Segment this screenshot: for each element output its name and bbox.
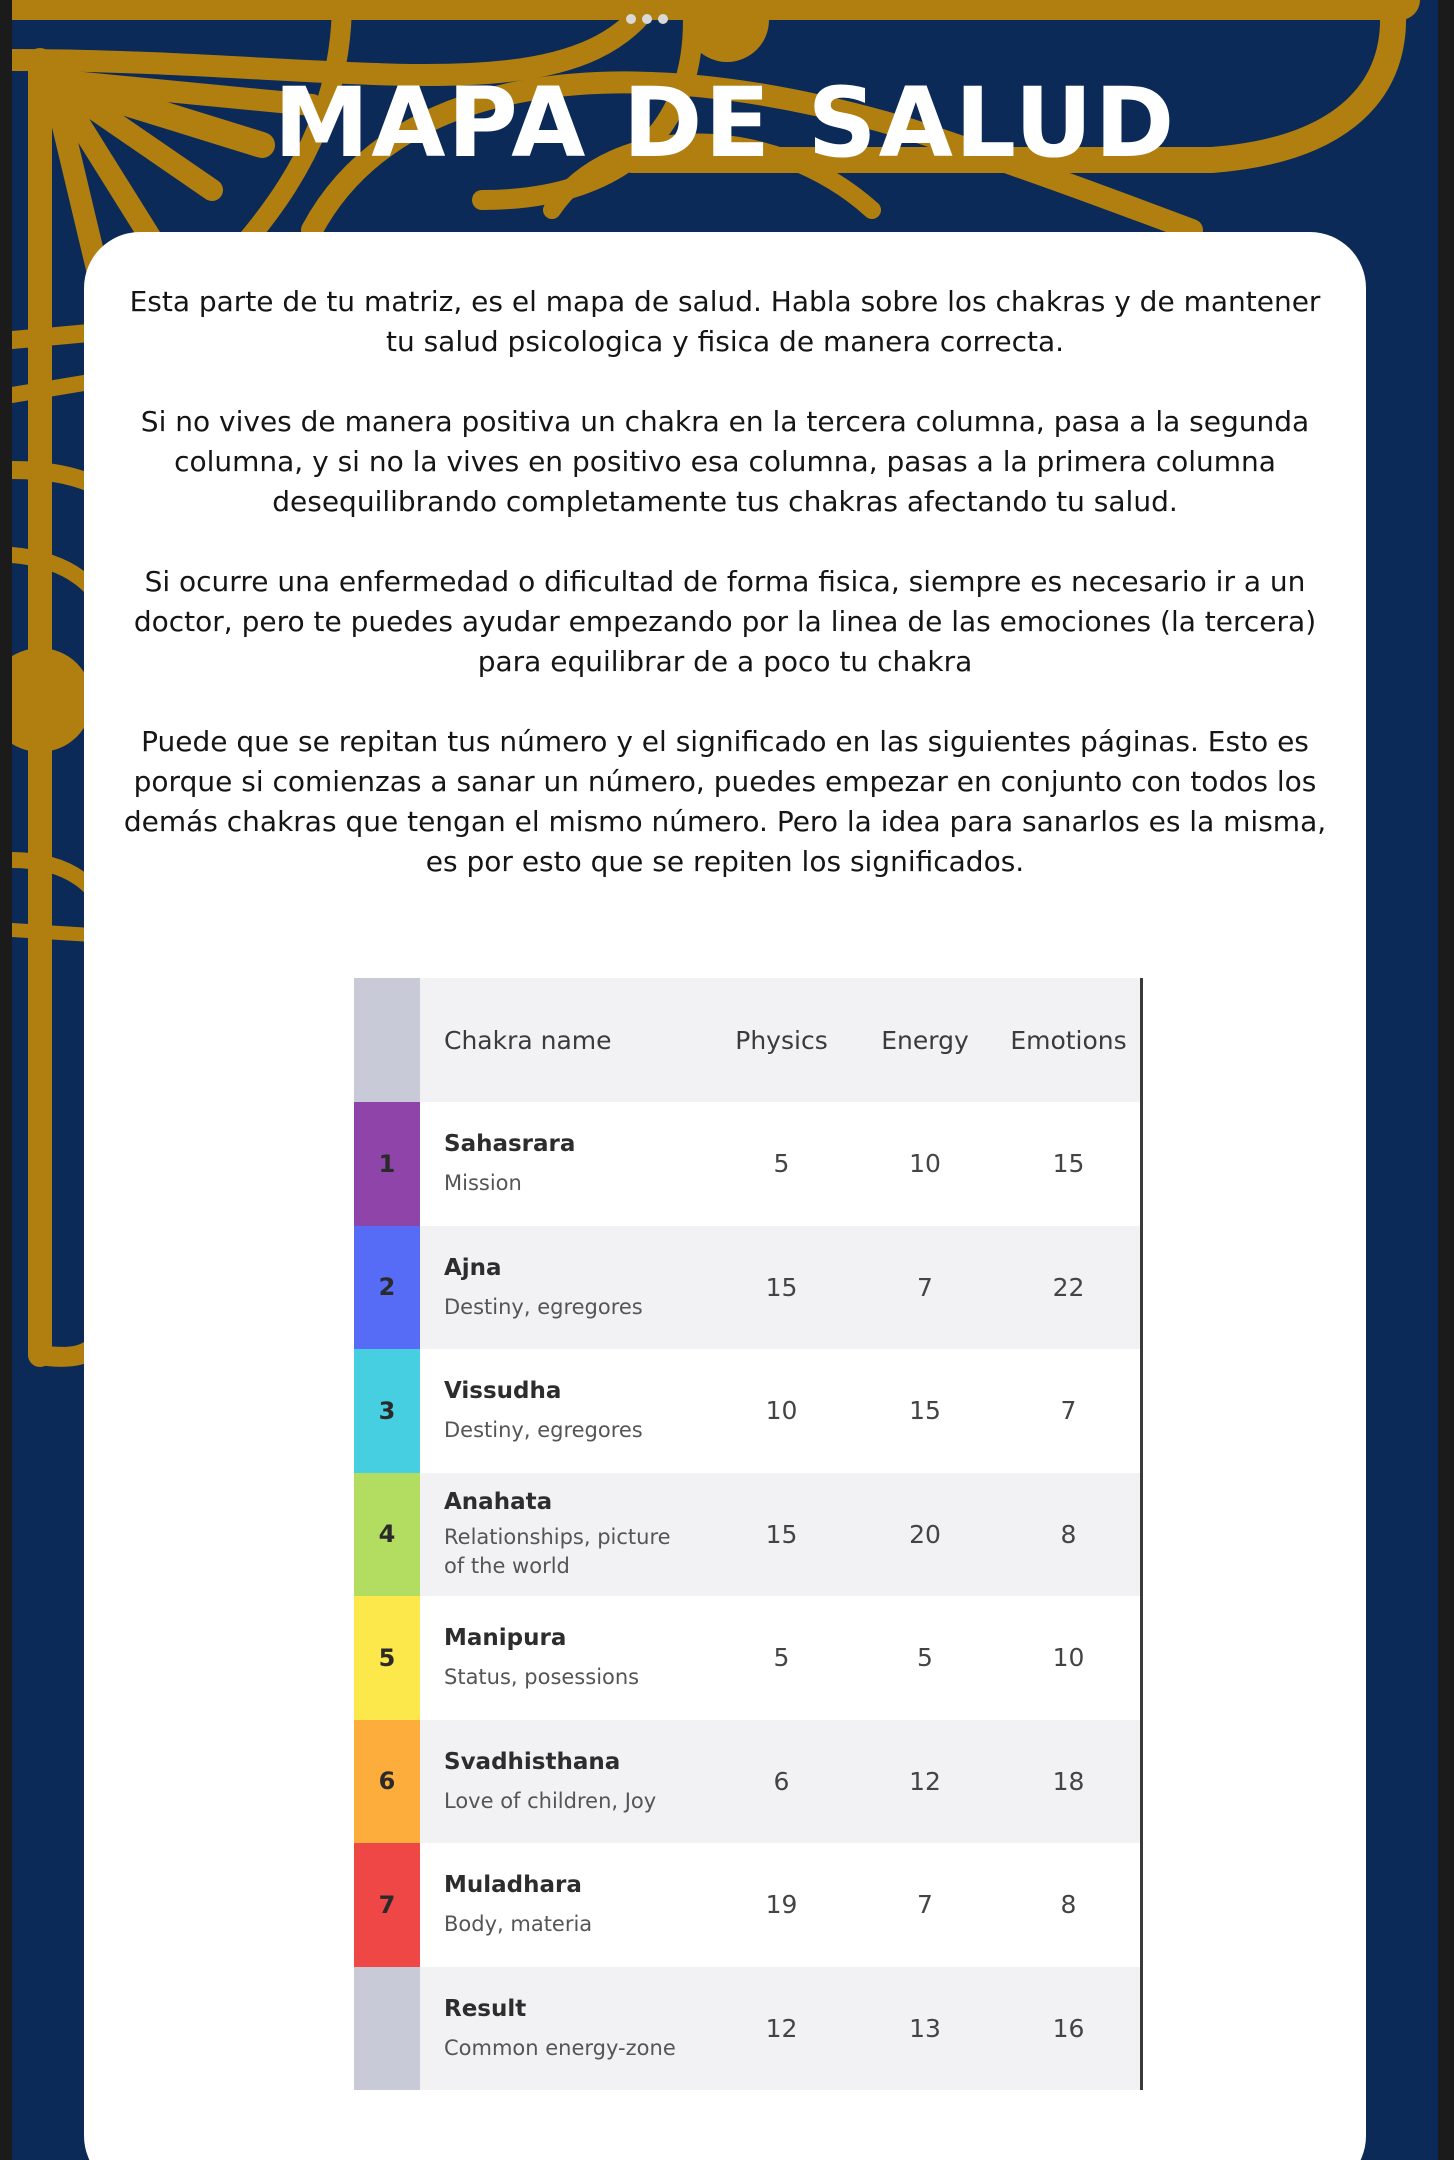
chakra-name: Manipura — [444, 1625, 567, 1652]
physics-value: 5 — [773, 1643, 790, 1673]
result-name: Result — [444, 1995, 527, 2022]
emotions-value: 22 — [1052, 1272, 1085, 1302]
emotions-value: 8 — [1060, 1519, 1077, 1549]
table-row — [354, 1967, 1140, 2091]
physics-value: 12 — [765, 2013, 798, 2043]
intro-text — [122, 282, 1328, 922]
document-page — [12, 0, 1438, 2160]
intro-paragraph: Esta parte de tu matriz, es el mapa de salud. Habla sobre los chakras y de mantener tu salud psicologica y fisica de manera correcta. — [129, 285, 1321, 358]
more-options-icon[interactable] — [622, 12, 672, 26]
chakra-name: Anahata — [444, 1489, 553, 1516]
header-color-cell — [354, 978, 420, 1102]
energy-value: 7 — [917, 1890, 933, 1920]
header-physics: Physics — [735, 1025, 828, 1055]
page-title: MAPA DE SALUD — [273, 67, 1177, 179]
chakra-description: Destiny, egregores — [444, 1294, 643, 1319]
table-header-row — [354, 978, 1140, 1102]
table-row — [354, 1720, 1140, 1844]
table-row — [354, 1473, 1140, 1597]
intro-paragraph: Si no vives de manera positiva un chakra en la tercera columna, pasa a la segunda columna, y si no la vives en positivo esa columna, pasas a la primera columna desequilibrando completamente tus chakras afectando tu salud. — [140, 405, 1310, 518]
energy-value: 15 — [909, 1396, 941, 1426]
table-row — [354, 1102, 1140, 1226]
chakra-table-container — [354, 978, 1143, 2090]
chakra-description: Love of children, Joy — [444, 1788, 657, 1813]
chakra-number-cell: 1 — [354, 1102, 420, 1226]
chakra-name-cell — [420, 1967, 710, 2091]
physics-value: 19 — [765, 1890, 798, 1920]
chakra-number-cell: 3 — [354, 1349, 420, 1473]
energy-value: 5 — [917, 1643, 933, 1673]
physics-value: 15 — [765, 1519, 798, 1549]
chakra-table — [354, 978, 1140, 2090]
emotions-value: 10 — [1052, 1643, 1085, 1673]
chakra-name: Ajna — [444, 1254, 502, 1281]
emotions-value: 18 — [1052, 1766, 1085, 1796]
table-row — [354, 1843, 1140, 1967]
header-chakra-name: Chakra name — [444, 1025, 612, 1055]
chakra-name-cell — [420, 1596, 710, 1720]
physics-value: 15 — [765, 1272, 798, 1302]
chakra-name-cell — [420, 1473, 710, 1597]
energy-value: 13 — [909, 2013, 941, 2043]
chakra-number-cell: 6 — [354, 1720, 420, 1844]
physics-value: 5 — [773, 1149, 790, 1179]
content-card — [84, 232, 1366, 2160]
chakra-number-cell: 4 — [354, 1473, 420, 1597]
chakra-description: Destiny, egregores — [444, 1418, 643, 1443]
chakra-number-cell: 5 — [354, 1596, 420, 1720]
chakra-name: Svadhisthana — [444, 1748, 621, 1775]
header-emotions: Emotions — [1010, 1025, 1127, 1055]
chakra-number-cell: 7 — [354, 1843, 420, 1967]
chakra-name-cell — [420, 1226, 710, 1350]
emotions-value: 15 — [1052, 1149, 1085, 1179]
header-energy: Energy — [881, 1025, 969, 1055]
energy-value: 12 — [909, 1766, 941, 1796]
physics-value: 6 — [773, 1766, 790, 1796]
chakra-description: Relationships, picture of the world — [444, 1525, 671, 1579]
chakra-name: Muladhara — [444, 1872, 582, 1899]
emotions-value: 8 — [1060, 1890, 1077, 1920]
emotions-value: 16 — [1052, 2013, 1085, 2043]
intro-paragraph: Puede que se repitan tus número y el significado en las siguientes páginas. Esto es porque si comienzas a sanar un número, puedes empezar en conjunto con todos los demás chakras que tengan el mismo número. Pero la idea para sanarlos es la misma, es por esto que se repiten los significados. — [123, 725, 1327, 878]
chakra-description: Body, materia — [444, 1912, 593, 1937]
result-description: Common energy-zone — [444, 2035, 676, 2060]
energy-value: 7 — [917, 1272, 933, 1302]
chakra-name: Sahasrara — [444, 1131, 576, 1158]
physics-value: 10 — [765, 1396, 798, 1426]
chakra-name: Vissudha — [444, 1378, 562, 1405]
table-row — [354, 1596, 1140, 1720]
chakra-description: Mission — [444, 1171, 522, 1196]
table-row — [354, 1226, 1140, 1350]
chakra-name-cell — [420, 1349, 710, 1473]
emotions-value: 7 — [1060, 1396, 1077, 1426]
chakra-number-cell: 2 — [354, 1226, 420, 1350]
energy-value: 10 — [909, 1149, 941, 1179]
intro-paragraph: Si ocurre una enfermedad o dificultad de forma fisica, siempre es necesario ir a un doctor, pero te puedes ayudar empezando por la linea de las emociones (la tercera) para equilibrar de a poco tu chakra — [133, 565, 1317, 678]
chakra-name-cell — [420, 1843, 710, 1967]
energy-value: 20 — [909, 1519, 941, 1549]
chakra-name-cell — [420, 1720, 710, 1844]
chakra-description: Status, posessions — [444, 1665, 640, 1690]
chakra-number-cell — [354, 1967, 420, 2091]
chakra-name-cell — [420, 1102, 710, 1226]
table-row — [354, 1349, 1140, 1473]
